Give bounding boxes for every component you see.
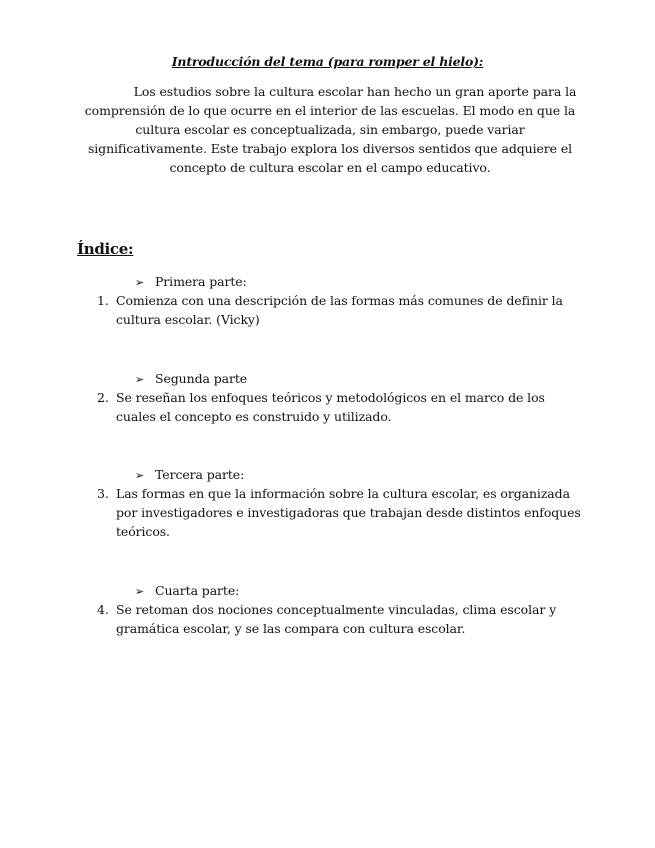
part-label-text: Cuarta parte: <box>155 583 240 598</box>
part-label-1 <box>135 272 247 292</box>
list-item-text: Comienza con una descripción de las formas más comunes de definir la cultura escolar. (Vicky) <box>116 293 563 327</box>
arrow-bullet-icon: ➢ <box>135 373 145 386</box>
list-number: 4. <box>97 602 109 617</box>
list-number: 3. <box>97 486 109 501</box>
part-label-4 <box>135 581 239 601</box>
intro-paragraph-text: Los estudios sobre la cultura escolar han hecho un gran aporte para la comprensión de lo que ocurre en el interior de las escuelas. El modo en que la cultura escolar es conceptualizada, sin embargo, puede variar significativamente. Este trabajo explora los diversos sentidos que adquiere el concepto de cultura escolar en el campo educativo. <box>84 84 577 175</box>
part-label-text: Segunda parte <box>155 371 248 386</box>
part-label-3 <box>135 465 244 485</box>
list-item-3 <box>97 484 582 541</box>
list-item-1 <box>97 291 582 329</box>
list-item-2 <box>97 388 582 426</box>
intro-paragraph <box>80 82 580 177</box>
part-label-text: Primera parte: <box>155 274 247 289</box>
list-item-4 <box>97 600 582 638</box>
part-label-2 <box>135 369 247 389</box>
list-item-text: Se reseñan los enfoques teóricos y metodológicos en el marco de los cuales el concepto es construido y utilizado. <box>116 390 545 424</box>
list-number: 2. <box>97 390 109 405</box>
list-item-text: Las formas en que la información sobre la cultura escolar, es organizada por investigadores e investigadoras que trabajan desde distintos enfoques teóricos. <box>116 486 581 539</box>
arrow-bullet-icon: ➢ <box>135 469 145 482</box>
part-label-text: Tercera parte: <box>155 467 245 482</box>
arrow-bullet-icon: ➢ <box>135 585 145 598</box>
arrow-bullet-icon: ➢ <box>135 276 145 289</box>
index-heading: Índice: <box>77 240 134 258</box>
list-item-text: Se retoman dos nociones conceptualmente vinculadas, clima escolar y gramática escolar, y se las compara con cultura escolar. <box>116 602 557 636</box>
list-number: 1. <box>97 293 109 308</box>
intro-title: Introducción del tema (para romper el hielo): <box>171 54 484 69</box>
